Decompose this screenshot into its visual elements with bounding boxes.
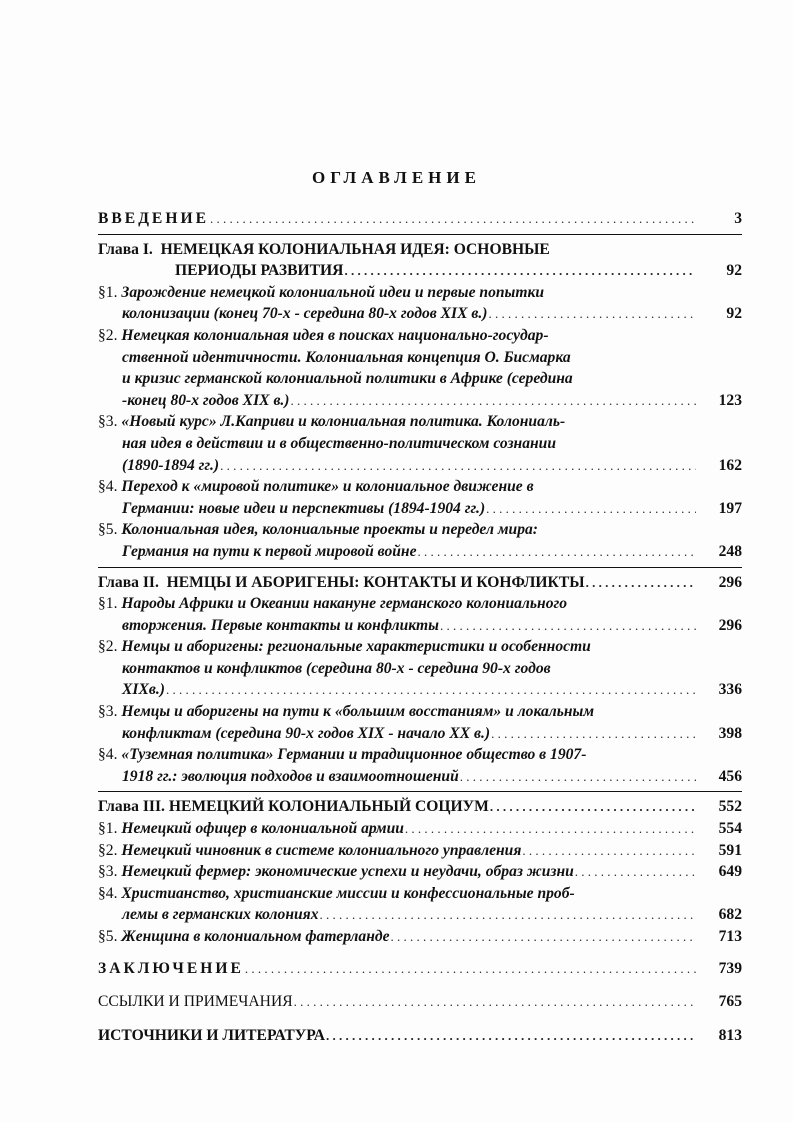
page-number: 123	[718, 391, 742, 409]
chapter-number: Глава II.	[98, 573, 159, 591]
page-number: 591	[718, 841, 742, 859]
page-number: 456	[718, 767, 742, 785]
page-number: 248	[718, 542, 742, 560]
page-number: 197	[718, 499, 742, 517]
divider	[98, 791, 742, 792]
section-title: XIXв.)	[122, 681, 165, 699]
section-title: Переход к «мировой политике» и колониальное движение в	[121, 478, 534, 496]
section-title: лемы в германских колониях	[122, 906, 319, 924]
section-number: §2.	[98, 638, 118, 656]
section-number: §3.	[98, 413, 118, 431]
section-title: «Туземная политика» Германии и традиционное общество в 1907-	[121, 746, 587, 764]
toc-title: ОГЛАВЛЕНИЕ	[312, 168, 481, 187]
toc-entry-sources[interactable]	[98, 1025, 742, 1047]
section-title: Немецкий офицер в колониальной армии	[121, 820, 404, 838]
toc-chapter-1[interactable]	[98, 239, 742, 282]
entry-label: ССЫЛКИ И ПРИМЕЧАНИЯ	[98, 993, 293, 1011]
toc-section[interactable]	[98, 636, 742, 701]
toc-section[interactable]	[98, 744, 742, 787]
section-title: Германия на пути к первой мировой войне	[122, 542, 417, 560]
section-title: -конец 80-х годов XIX в.)	[122, 391, 290, 409]
toc-section[interactable]	[98, 926, 742, 948]
divider	[98, 234, 742, 235]
section-title: Колониальная идея, колониальные проекты и передел мира:	[121, 521, 539, 539]
toc-entry-intro[interactable]	[98, 208, 742, 230]
section-number: §1.	[98, 595, 118, 613]
chapter-title: НЕМЕЦКИЙ КОЛОНИАЛЬНЫЙ СОЦИУМ	[168, 798, 489, 816]
page-number: 713	[718, 928, 742, 945]
page-number: 92	[726, 305, 742, 323]
page-number: 296	[718, 616, 742, 634]
section-title: Христианство, христианские миссии и конфессиональные проб-	[121, 884, 575, 902]
section-number: §1.	[98, 283, 118, 301]
section-number: §5.	[98, 928, 118, 945]
page-number: 336	[718, 681, 742, 699]
section-title: ная идея в действии и в общественно-политическом сознании	[122, 434, 557, 452]
toc-section[interactable]	[98, 411, 742, 476]
toc-chapter-3[interactable]	[98, 796, 742, 818]
section-number: §4.	[98, 884, 118, 902]
page-number: 682	[718, 906, 742, 924]
chapter-number: Глава III.	[98, 798, 165, 816]
section-title: конфликтам (середина 90-х годов XIX - начало XX в.)	[122, 724, 491, 742]
toc-section[interactable]	[98, 883, 742, 926]
toc-section[interactable]	[98, 840, 742, 862]
section-number: §2.	[98, 326, 118, 344]
toc-section[interactable]	[98, 701, 742, 744]
toc-section[interactable]	[98, 818, 742, 840]
page-number: 739	[718, 959, 742, 977]
section-title: контактов и конфликтов (середина 80-х - середина 90-х годов	[122, 659, 551, 677]
toc-entry-conclusion[interactable]	[98, 958, 742, 980]
section-title: вторжения. Первые контакты и конфликты	[122, 616, 439, 634]
page-number: 3	[734, 210, 742, 227]
divider	[98, 567, 742, 568]
page-number: 398	[718, 724, 742, 742]
toc-entry-notes[interactable]	[98, 991, 742, 1013]
entry-label: ЗАКЛЮЧЕНИЕ	[98, 959, 244, 977]
section-number: §4.	[98, 746, 118, 764]
section-title: Немцы и аборигены на пути к «большим восстаниям» и локальным	[121, 703, 595, 721]
section-title: Народы Африки и Океании накануне германского колониального	[121, 595, 568, 613]
section-title: и кризис германской колониальной политики в Африке (середина	[122, 370, 573, 388]
section-number: §4.	[98, 478, 118, 496]
section-title: Германии: новые идеи и перспективы (1894-1904 гг.)	[122, 499, 486, 517]
page-number: 649	[718, 863, 742, 881]
entry-label: ВВЕДЕНИЕ	[98, 210, 209, 227]
chapter-title-cont: ПЕРИОДЫ РАЗВИТИЯ	[175, 262, 344, 280]
page-number: 552	[718, 798, 742, 816]
entry-label: ИСТОЧНИКИ И ЛИТЕРАТУРА	[98, 1026, 325, 1044]
chapter-title: НЕМЕЦКАЯ КОЛОНИАЛЬНАЯ ИДЕЯ: ОСНОВНЫЕ	[160, 240, 550, 258]
chapter-number: Глава I.	[98, 240, 153, 258]
page-number: 765	[718, 993, 742, 1011]
section-number: §2.	[98, 841, 118, 859]
toc-section[interactable]	[98, 325, 742, 411]
section-title: 1918 гг.: эволюция подходов и взаимоотношений	[122, 767, 459, 785]
section-number: §3.	[98, 703, 118, 721]
section-title: колонизации (конец 70-х - середина 80-х годов XIX в.)	[122, 305, 488, 323]
toc-section[interactable]	[98, 861, 742, 883]
section-title: (1890-1894 гг.)	[122, 456, 220, 474]
table-of-contents	[98, 208, 742, 1046]
section-title: Немецкий чиновник в системе колониального управления	[121, 841, 522, 859]
chapter-title: НЕМЦЫ И АБОРИГЕНЫ: КОНТАКТЫ И КОНФЛИКТЫ	[166, 573, 585, 591]
toc-section[interactable]	[98, 282, 742, 325]
section-title: Немецкий фермер: экономические успехи и неудачи, образ жизни	[121, 863, 574, 881]
toc-section[interactable]	[98, 476, 742, 519]
section-title: Женщина в колониальном фатерланде	[121, 928, 390, 945]
page-number: 296	[718, 573, 742, 591]
section-title: Зарождение немецкой колониальной идеи и первые попытки	[121, 283, 545, 301]
page-number: 554	[718, 820, 742, 838]
section-number: §1.	[98, 820, 118, 838]
page-number: 92	[726, 262, 742, 280]
toc-chapter-2[interactable]	[98, 572, 742, 594]
page-number: 813	[718, 1026, 742, 1044]
section-title: «Новый курс» Л.Каприви и колониальная политика. Колониаль-	[121, 413, 566, 431]
section-title: Немцы и аборигены: региональные характеристики и особенности	[121, 638, 591, 656]
section-title: ственной идентичности. Колониальная концепция О. Бисмарка	[122, 348, 571, 366]
page-number: 162	[718, 456, 742, 474]
section-title: Немецкая колониальная идея в поисках национально-государ-	[121, 326, 549, 344]
section-number: §3.	[98, 863, 118, 881]
section-number: §5.	[98, 521, 118, 539]
toc-section[interactable]	[98, 593, 742, 636]
toc-section[interactable]	[98, 519, 742, 562]
